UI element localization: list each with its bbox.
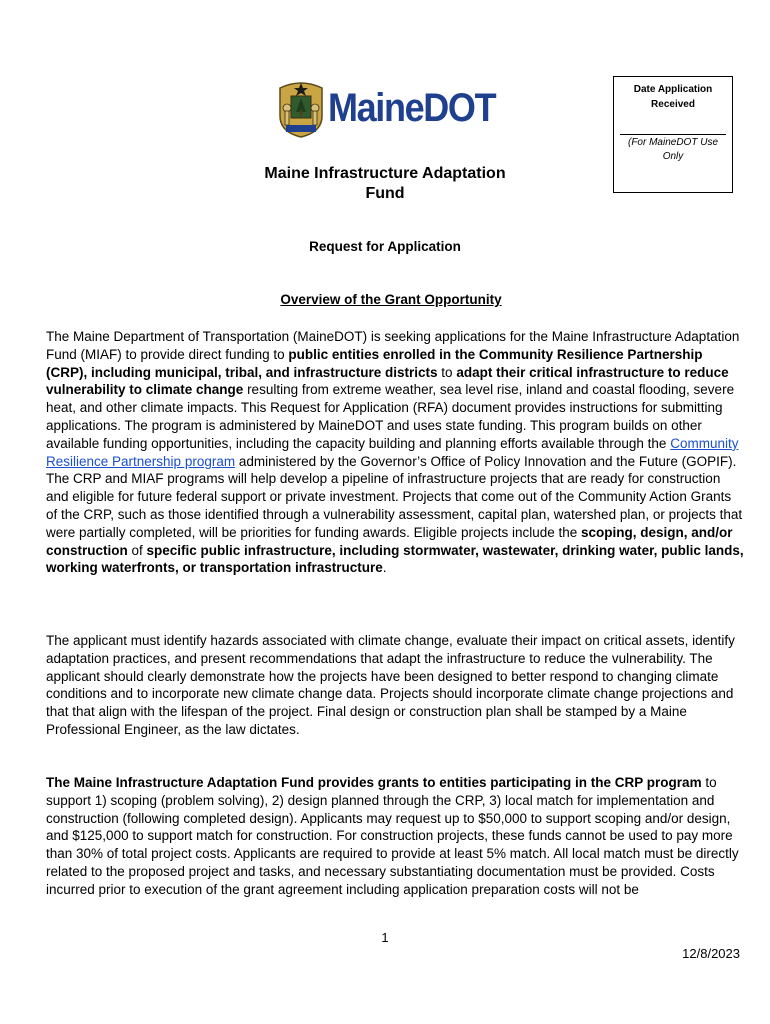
- paragraph-hazards: The applicant must identify hazards associated with climate change, evaluate their impact on critical assets, identify adaptation practices, and present recommendations that adapt the infrastructure to reduce the vulnerability. The applicant should clearly demonstrate how the projects have been designed to better respond to changing climate conditions and to incorporate new climate change data. Projects should incorporate climate change projections and that that align with the lifespan of the project. Final design or construction plan shall be stamped by a Maine Professional Engineer, as the law dictates.: [46, 633, 735, 737]
- footer-date: 12/8/2023: [682, 946, 740, 961]
- paragraph-overview: The Maine Department of Transportation (MaineDOT) is seeking applications for the Maine Infrastructure Adaptation Fund (MIAF) to provide direct funding to public entities enrolled in the Community Resilience Partnership (CRP), including municipal, tribal, and infrastructure districts to adapt their critical infrastructure to reduce vulnerability to climate change resulting from extreme weather, sea level rise, inland and coastal flooding, severe heat, and other climate impacts. This Request for Application (RFA) document provides instructions for submitting applications. The program is administered by MaineDOT and uses state funding. This program builds on other available funding opportunities, including the capacity building and planning efforts available through the Community Resilience Partnership program administered by the Governor’s Office of Policy Innovation and the Future (GOPIF). The CRP and MIAF programs will help develop a pipeline of infrastructure projects that are ready for construction and eligible for future federal support or private investment. Projects that come out of the Community Action Grants of the CRP, such as those identified through a vulnerability assessment, capital plan, watershed plan, or projects that were partially completed, will be priorities for funding awards. Eligible projects include the scoping, design, and/or construction of specific public infrastructure, including stormwater, wastewater, drinking water, public lands, working waterfronts, or transportation infrastructure.: [46, 329, 744, 576]
- maine-state-seal-icon: [276, 80, 326, 138]
- paragraph-grant-details: The Maine Infrastructure Adaptation Fund provides grants to entities participating in the CRP program to support 1) scoping (problem solving), 2) design planned through the CRP, 3) local match for implementation and construction (following completed design). Applicants may request up to $50,000 to support scoping and/or design, and $125,000 to support match for construction. For construction projects, these funds cannot be used to pay more than 30% of total project costs. Applicants are required to provide at least 5% match. All local match must be directly related to the proposed project and tasks, and necessary substantiating documentation must be provided. Costs incurred prior to execution of the grant agreement including application preparation costs will not be: [46, 775, 739, 897]
- document-title: Maine Infrastructure Adaptation Fund: [264, 165, 506, 202]
- date-box-signature-line: [620, 134, 726, 135]
- crp-program-link[interactable]: Community Resilience Partnership program: [46, 435, 739, 469]
- mainedot-logo: [276, 80, 494, 140]
- mainedot-wordmark: MaineDOT: [328, 86, 496, 130]
- date-box-label: Date Application Received: [633, 84, 713, 110]
- section-heading: Overview of the Grant Opportunity: [280, 292, 502, 307]
- date-box-note: (For MaineDOT Use Only: [627, 137, 718, 162]
- document-subtitle: Request for Application: [309, 239, 461, 254]
- date-application-received-box: [613, 76, 733, 193]
- page-number: 1: [381, 930, 389, 945]
